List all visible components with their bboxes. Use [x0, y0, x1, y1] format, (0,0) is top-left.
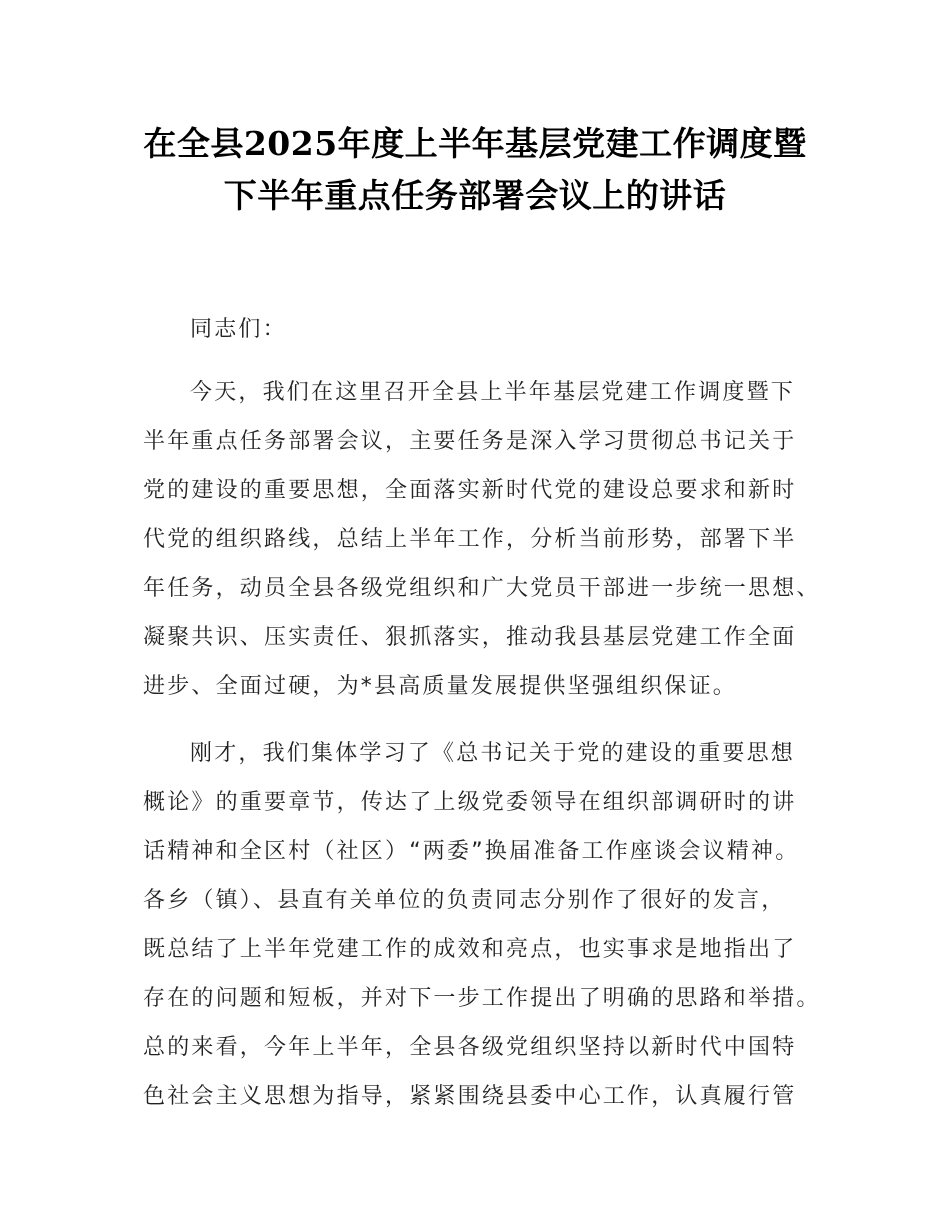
paragraph-2-line: 刚才，我们集体学习了《总书记关于党的建设的重要思想 — [190, 741, 796, 766]
paragraph-2-line: 话精神和全区村（社区）“两委”换届准备工作座谈会议精神。 — [143, 839, 800, 864]
paragraph-2-line: 总的来看，今年上半年，全县各级党组织坚持以新时代中国特 — [143, 1035, 797, 1060]
paragraph-2-line: 存在的问题和短板，并对下一步工作提出了明确的思路和举措。 — [143, 986, 821, 1011]
title-line-1: 在全县2025年度上半年基层党建工作调度暨 — [143, 124, 807, 163]
paragraph-2-line: 各乡（镇）、县直有关单位的负责同志分别作了很好的发言， — [143, 888, 786, 913]
paragraph-2-line: 色社会主义思想为指导，紧紧围绕县委中心工作，认真履行管 — [143, 1084, 797, 1109]
salutation: 同志们： — [190, 317, 287, 342]
paragraph-1-line: 党的建设的重要思想，全面落实新时代党的建设总要求和新时 — [143, 478, 797, 503]
paragraph-1-line: 代党的组织路线，总结上半年工作，分析当前形势，部署下半 — [143, 527, 797, 552]
paragraph-1-line: 今天，我们在这里召开全县上半年基层党建工作调度暨下 — [190, 380, 796, 405]
paragraph-1-line: 年任务，动员全县各级党组织和广大党员干部进一步统一思想、 — [143, 576, 821, 601]
paragraph-1-line: 进步、全面过硬，为*县高质量发展提供坚强组织保证。 — [143, 674, 738, 699]
paragraph-2-line: 既总结了上半年党建工作的成效和亮点，也实事求是地指出了 — [143, 937, 797, 962]
paragraph-1-line: 半年重点任务部署会议，主要任务是深入学习贯彻总书记关于 — [143, 429, 797, 454]
title-line-2: 下半年重点任务部署会议上的讲话 — [223, 176, 727, 215]
paragraph-2-line: 概论》的重要章节，传达了上级党委领导在组织部调研时的讲 — [143, 790, 797, 815]
paragraph-1-line: 凝聚共识、压实责任、狠抓落实，推动我县基层党建工作全面 — [143, 625, 797, 650]
